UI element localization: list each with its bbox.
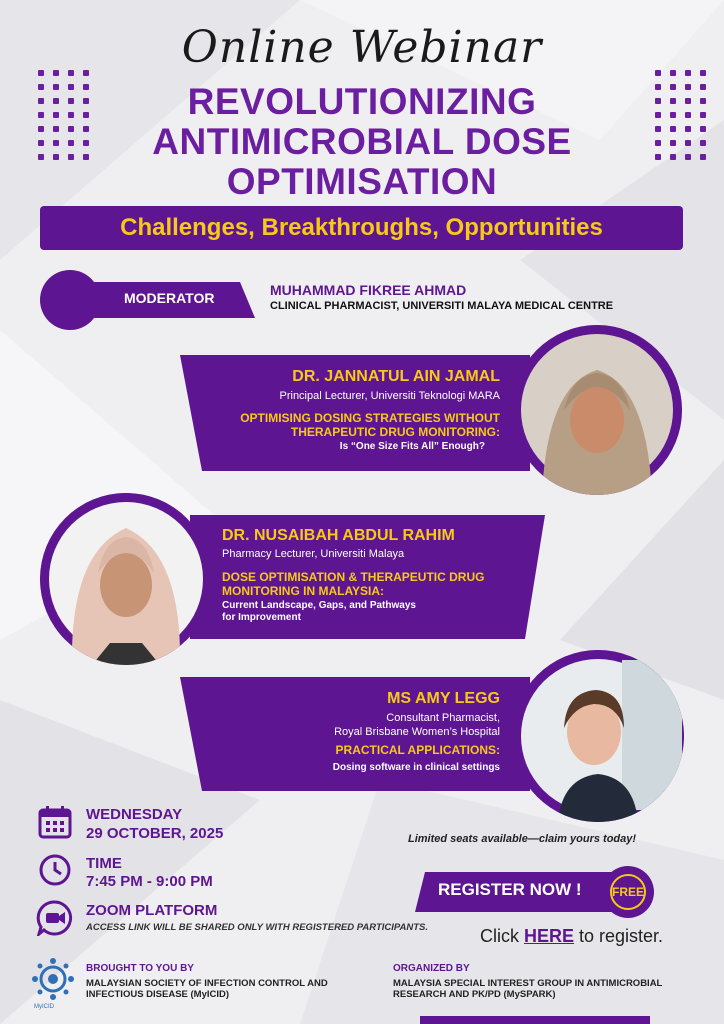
video-call-icon — [36, 900, 74, 936]
myicid-logo-text: MyICID — [34, 1004, 54, 1010]
organized-by-label: ORGANIZED BY — [393, 963, 470, 974]
access-note: ACCESS LINK WILL BE SHARED ONLY WITH REGISTERED PARTICIPANTS. — [86, 922, 429, 933]
subtitle-text: Challenges, Breakthroughs, Opportunities — [120, 214, 603, 241]
speaker-2-subtopic-line-1: Current Landscape, Gaps, and Pathways — [222, 600, 416, 611]
speaker-2-subtopic — [222, 600, 416, 624]
speaker-3-photo — [512, 650, 684, 822]
register-now-button[interactable]: REGISTER NOW ! — [438, 880, 582, 899]
event-time: 7:45 PM - 9:00 PM — [86, 873, 213, 890]
brought-by-org-line-1: MALAYSIAN SOCIETY OF INFECTION CONTROL AND — [86, 978, 328, 989]
event-date: 29 OCTOBER, 2025 — [86, 825, 224, 842]
click-prefix: Click — [480, 926, 524, 946]
event-platform: ZOOM PLATFORM — [86, 902, 218, 919]
click-suffix: to register. — [574, 926, 664, 946]
speaker-1-subtopic: Is “One Size Fits All” Enough? — [339, 441, 485, 452]
free-badge: FREE — [611, 885, 644, 899]
title-line-3: OPTIMISATION — [226, 161, 498, 202]
calendar-icon — [38, 805, 72, 839]
myspark-logo-partial — [420, 1016, 650, 1024]
organized-by-org-line-1: MALAYSIA SPECIAL INTEREST GROUP IN ANTIMICROBIAL — [393, 978, 663, 989]
speaker-3-role-line-1: Consultant Pharmacist, — [386, 712, 500, 724]
register-instruction — [480, 926, 663, 947]
title-line-1: REVOLUTIONIZING — [187, 81, 537, 122]
speaker-1-topic-line-2: THERAPEUTIC DRUG MONITORING: — [290, 425, 500, 439]
clock-icon — [38, 853, 72, 887]
speaker-2-role: Pharmacy Lecturer, Universiti Malaya — [222, 548, 405, 560]
brought-by-org — [86, 978, 328, 1000]
brought-by-org-line-2: INFECTIOUS DISEASE (MyICID) — [86, 989, 230, 1000]
myicid-logo — [28, 955, 78, 1005]
page-title — [0, 82, 724, 202]
speaker-1-topic — [200, 411, 500, 439]
script-title: Online Webinar — [181, 22, 543, 73]
speaker-1-name: DR. JANNATUL AIN JAMAL — [292, 368, 500, 385]
subtitle-banner — [40, 206, 683, 250]
moderator-role: CLINICAL PHARMACIST, UNIVERSITI MALAYA MEDICAL CENTRE — [270, 300, 614, 312]
moderator-label: MODERATOR — [124, 290, 215, 306]
speaker-2-topic-line-2: MONITORING IN MALAYSIA: — [222, 584, 385, 598]
speaker-2-topic-line-1: DOSE OPTIMISATION & THERAPEUTIC DRUG — [222, 570, 485, 584]
speaker-3-role — [215, 711, 500, 739]
speaker-1-topic-line-1: OPTIMISING DOSING STRATEGIES WITHOUT — [240, 411, 500, 425]
time-label: TIME — [86, 855, 122, 872]
speaker-2-subtopic-line-2: for Improvement — [222, 612, 301, 623]
limited-seats-text: Limited seats available—claim yours today! — [408, 833, 637, 845]
title-line-2: ANTIMICROBIAL DOSE — [152, 121, 572, 162]
here-link[interactable]: HERE — [524, 926, 575, 946]
speaker-2-photo — [40, 493, 212, 665]
moderator-name: MUHAMMAD FIKREE AHMAD — [270, 282, 467, 298]
speaker-1-role: Principal Lecturer, Universiti Teknologi MARA — [279, 390, 500, 402]
organized-by-org-line-2: RESEARCH AND PK/PD (MySPARK) — [393, 989, 556, 1000]
speaker-1-photo — [512, 325, 682, 495]
organized-by-org — [393, 978, 662, 1000]
event-day: WEDNESDAY — [86, 806, 183, 823]
speaker-3-role-line-2: Royal Brisbane Women’s Hospital — [334, 726, 500, 738]
speaker-2-name: DR. NUSAIBAH ABDUL RAHIM — [222, 527, 455, 544]
speaker-3-name: MS AMY LEGG — [387, 690, 500, 707]
speaker-3-topic: PRACTICAL APPLICATIONS: — [335, 743, 500, 757]
speaker-3-subtopic: Dosing software in clinical settings — [332, 762, 500, 773]
brought-by-label: BROUGHT TO YOU BY — [86, 963, 194, 974]
speaker-2-topic — [222, 570, 484, 598]
